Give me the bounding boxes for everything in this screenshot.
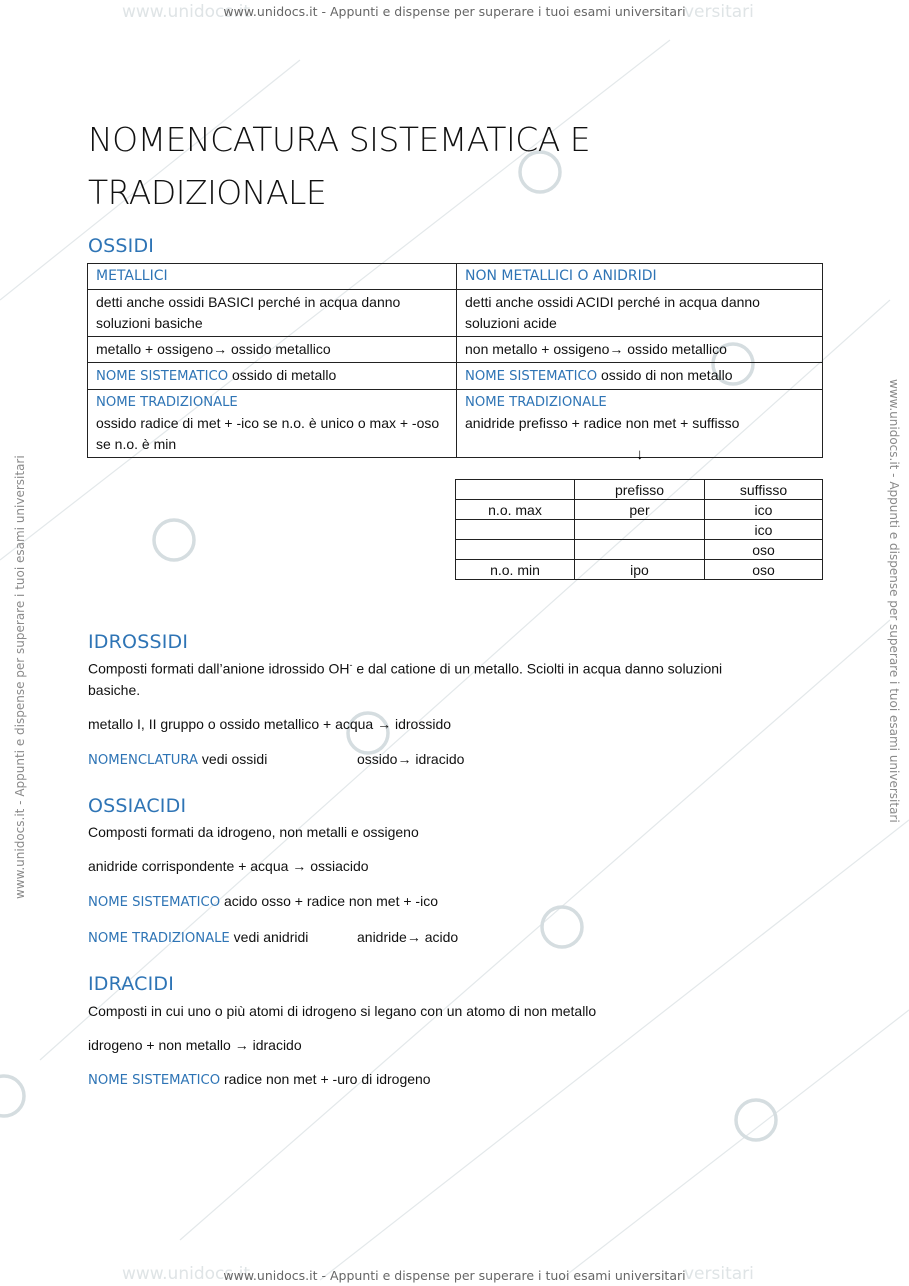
watermark-right: www.unidocs.it - Appunti e dispense per superare i tuoi esami universitari (887, 379, 901, 823)
watermark-ghost-top-left: www.unidocs.it (122, 2, 251, 22)
header-metallici: METALLICI (88, 264, 457, 290)
table-cell: ipo (575, 560, 705, 580)
sys-label: NOME SISTEMATICO (465, 369, 598, 384)
ossidi-table (87, 263, 823, 458)
watermark-ghost-top-right: versitari (684, 2, 754, 22)
trad-label: NOME TRADIZIONALE (88, 931, 230, 946)
metallici-tradizionale (88, 390, 457, 458)
idrossidi-nomenclatura-extra: ossido→ idracido (357, 751, 465, 767)
ossiacidi-reaction: anidride corrispondente + acqua → ossiacido (88, 858, 369, 874)
down-arrow-icon: ↓ (636, 446, 644, 463)
idrossidi-reaction: metallo I, II gruppo o ossido metallico + acqua → idrossido (88, 716, 452, 732)
table-cell (575, 540, 705, 560)
sys-label: NOME SISTEMATICO (96, 369, 229, 384)
nom-label: NOMENCLATURA (88, 753, 199, 768)
idrossidi-desc-line1 (88, 660, 722, 677)
table-cell: n.o. min (456, 560, 575, 580)
suffix-header-prefisso: prefisso (575, 480, 705, 500)
watermark-left: www.unidocs.it - Appunti e dispense per superare i tuoi esami universitari (13, 455, 27, 899)
nom-value: vedi ossidi (198, 751, 268, 767)
table-row (456, 500, 823, 520)
table-cell: ico (705, 500, 823, 520)
table-row (456, 520, 823, 540)
trad-value: vedi anidridi (229, 929, 309, 945)
metallici-reaction: metallo + ossigeno→ ossido metallico (88, 337, 457, 363)
ossiacidi-desc: Composti formati da idrogeno, non metalli e ossigeno (88, 824, 419, 840)
watermark-ghost-bottom-left: www.unidocs.it (122, 1264, 251, 1284)
idracidi-desc: Composti in cui uno o più atomi di idrogeno si legano con un atomo di non metallo (88, 1003, 597, 1019)
table-cell (456, 540, 575, 560)
suffix-header-suffisso: suffisso (705, 480, 823, 500)
metallici-sistematico (88, 363, 457, 390)
page-title: NOMENCATURA SISTEMATICA E TRADIZIONALE (88, 120, 591, 212)
watermark-top: www.unidocs.it - Appunti e dispense per superare i tuoi esami universitari (223, 4, 686, 19)
text: Composti formati dall’anione idrossido OH (88, 660, 350, 677)
table-cell (575, 520, 705, 540)
header-non-metallici: NON METALLICI O ANIDRIDI (457, 264, 823, 290)
idrossidi-nomenclatura (88, 751, 267, 768)
sys-value: ossido di metallo (228, 367, 337, 383)
idracidi-reaction: idrogeno + non metallo → idracido (88, 1037, 302, 1053)
table-cell: oso (705, 560, 823, 580)
watermark-bottom: www.unidocs.it - Appunti e dispense per superare i tuoi esami universitari (223, 1268, 686, 1283)
ossiacidi-tradizionale-extra: anidride→ acido (357, 929, 459, 945)
idracidi-sistematico (88, 1071, 431, 1088)
table-cell: ico (705, 520, 823, 540)
sys-label: NOME SISTEMATICO (88, 1073, 221, 1088)
suffix-header-empty (456, 480, 575, 500)
heading-ossidi: OSSIDI (88, 235, 155, 257)
non-metallici-reaction: non metallo + ossigeno→ ossido metallico (457, 337, 823, 363)
text: e dal catione di un metallo. Sciolti in acqua danno soluzioni (352, 660, 723, 677)
heading-idrossidi: IDROSSIDI (88, 631, 189, 653)
suffix-table (455, 479, 823, 580)
trad-value: anidride prefisso + radice non met + suffisso (465, 415, 740, 431)
watermark-ghost-bottom-right: versitari (684, 1264, 754, 1284)
non-metallici-sistematico (457, 363, 823, 390)
ossiacidi-sistematico (88, 893, 438, 910)
sys-label: NOME SISTEMATICO (88, 895, 221, 910)
table-cell: oso (705, 540, 823, 560)
idrossidi-desc-line2: basiche. (88, 682, 141, 698)
non-metallici-desc: detti anche ossidi ACIDI perché in acqua danno soluzioni acide (457, 290, 823, 337)
table-cell (456, 520, 575, 540)
superscript: - (349, 660, 353, 670)
heading-ossiacidi: OSSIACIDI (88, 795, 187, 817)
ossiacidi-tradizionale (88, 929, 308, 946)
metallici-desc: detti anche ossidi BASICI perché in acqua danno soluzioni basiche (88, 290, 457, 337)
table-row (456, 540, 823, 560)
trad-value: ossido radice di met + -ico se n.o. è unico o max + -oso se n.o. è min (96, 415, 440, 452)
heading-idracidi: IDRACIDI (88, 973, 175, 995)
sys-value: radice non met + -uro di idrogeno (220, 1071, 431, 1087)
sys-value: ossido di non metallo (597, 367, 733, 383)
trad-label: NOME TRADIZIONALE (96, 395, 238, 410)
table-cell: per (575, 500, 705, 520)
trad-label: NOME TRADIZIONALE (465, 395, 607, 410)
table-cell: n.o. max (456, 500, 575, 520)
table-row (456, 560, 823, 580)
sys-value: acido osso + radice non met + -ico (220, 893, 438, 909)
